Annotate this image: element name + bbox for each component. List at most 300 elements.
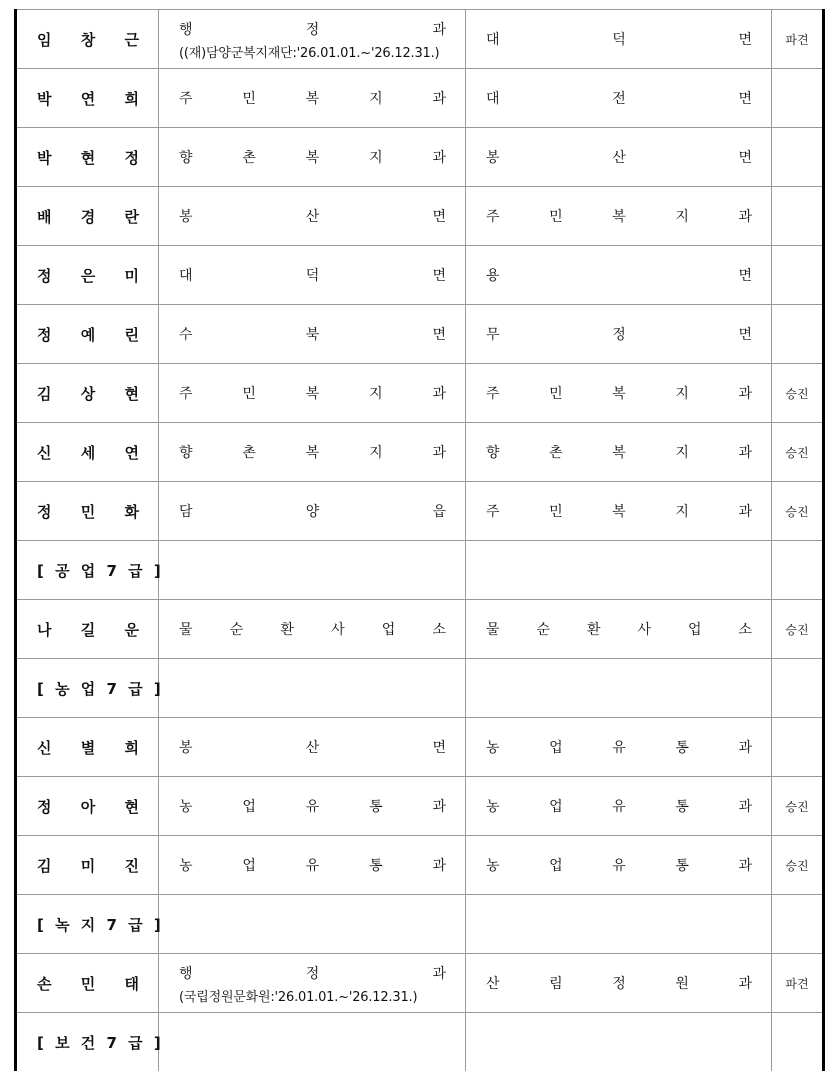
- new-dept-cell: [466, 69, 772, 128]
- char: 과: [432, 386, 446, 402]
- spread-text: [17, 501, 158, 522]
- char: 정: [124, 148, 139, 167]
- section-title-cell: [16, 895, 164, 954]
- current-dept-cell: [159, 659, 466, 718]
- char: 정: [305, 21, 320, 38]
- char: 복: [612, 209, 626, 225]
- char: 지: [675, 504, 689, 520]
- char: 주: [486, 504, 500, 520]
- char: 소: [738, 622, 752, 638]
- char: 정: [37, 266, 52, 285]
- char: 지: [369, 445, 383, 461]
- section-header-row: [16, 541, 824, 600]
- dispatch-note: (국립정원문화원:'26.01.01.~'26.12.31.): [179, 989, 418, 1005]
- remark-cell: [772, 954, 824, 1013]
- char: 과: [432, 858, 446, 874]
- spread-text: [159, 324, 465, 344]
- spread-text: [466, 29, 771, 49]
- spread-text: [17, 796, 158, 817]
- name-cell: [16, 482, 159, 541]
- char: 지: [675, 209, 689, 225]
- char: 과: [738, 504, 752, 520]
- new-dept-cell: [466, 364, 772, 423]
- char: 행: [179, 965, 193, 982]
- new-dept-cell: [466, 836, 772, 895]
- new-dept-cell: [466, 541, 772, 600]
- name-cell: [16, 718, 159, 777]
- current-dept-cell: [159, 1013, 466, 1072]
- name-cell: [16, 836, 159, 895]
- char: 근: [124, 30, 139, 49]
- char: 지: [675, 445, 689, 461]
- new-dept-cell: [466, 423, 772, 482]
- spread-text: [17, 265, 158, 286]
- spread-text: [466, 324, 771, 344]
- char: 림: [549, 976, 563, 992]
- char: 업: [242, 858, 256, 874]
- char: 별: [80, 738, 96, 757]
- char: 농: [486, 858, 500, 874]
- char: 환: [280, 622, 294, 638]
- section-title-cell: [16, 1013, 164, 1072]
- char: 봉: [179, 209, 193, 225]
- char: 나: [37, 620, 52, 639]
- remark-cell: [772, 1013, 824, 1072]
- char: 통: [369, 858, 383, 874]
- spread-text: [466, 383, 771, 403]
- char: 운: [124, 620, 139, 639]
- char: 업: [381, 622, 396, 638]
- char: 산: [305, 740, 320, 756]
- current-dept-cell: [159, 187, 466, 246]
- char: 행: [179, 21, 193, 38]
- char: 원: [675, 976, 689, 992]
- spread-text: [17, 29, 158, 50]
- char: 사: [637, 622, 651, 638]
- char: 미: [124, 266, 139, 285]
- table-row: [16, 482, 824, 541]
- spread-text: [17, 206, 158, 227]
- table-row: [16, 600, 824, 659]
- table-row: [16, 836, 824, 895]
- char: 유: [305, 799, 320, 815]
- char: 민: [242, 91, 256, 107]
- char: 주: [486, 386, 500, 402]
- spread-text: [17, 88, 158, 109]
- char: 과: [738, 386, 752, 402]
- char: 유: [612, 740, 626, 756]
- char: 향: [179, 445, 193, 461]
- name-cell: [16, 187, 159, 246]
- name-cell: [16, 10, 159, 69]
- char: 민: [242, 386, 256, 402]
- char: 대: [486, 32, 500, 48]
- spread-text: [17, 619, 158, 640]
- char: 과: [432, 91, 446, 107]
- char: 면: [432, 268, 446, 284]
- remark-cell: [772, 305, 824, 364]
- char: 임: [37, 30, 52, 49]
- char: 정: [37, 797, 52, 816]
- char: 세: [80, 443, 96, 462]
- char: 정: [612, 976, 626, 992]
- char: 전: [612, 91, 626, 107]
- table-row: [16, 246, 824, 305]
- remark-text: 승진: [785, 504, 809, 519]
- remark-cell: [772, 541, 824, 600]
- char: 신: [37, 443, 52, 462]
- spread-text: [466, 442, 771, 462]
- current-dept-cell: [159, 305, 466, 364]
- spread-text: [159, 501, 465, 521]
- char: 복: [612, 386, 626, 402]
- char: 주: [486, 209, 500, 225]
- char: 창: [80, 30, 96, 49]
- char: 복: [305, 91, 320, 107]
- spread-text: [159, 265, 465, 285]
- current-dept-cell: [159, 69, 466, 128]
- current-dept-cell: [159, 423, 466, 482]
- char: 김: [37, 384, 52, 403]
- char: 양: [305, 504, 320, 520]
- char: 담: [179, 504, 193, 520]
- char: 봉: [179, 740, 193, 756]
- table-row: [16, 128, 824, 187]
- char: 면: [738, 32, 752, 48]
- table-row: [16, 10, 824, 69]
- spread-text: [17, 147, 158, 168]
- new-dept-cell: [466, 305, 772, 364]
- char: 지: [369, 91, 383, 107]
- char: 민: [80, 974, 96, 993]
- char: 복: [305, 386, 320, 402]
- char: 용: [486, 268, 500, 284]
- table-row: [16, 364, 824, 423]
- char: 대: [179, 268, 193, 284]
- char: 태: [124, 974, 139, 993]
- remark-cell: [772, 600, 824, 659]
- section-header-row: [16, 1013, 824, 1072]
- char: 농: [486, 799, 500, 815]
- remark-text: 파견: [785, 32, 809, 47]
- char: 농: [179, 799, 193, 815]
- char: 은: [80, 266, 96, 285]
- current-dept-cell: [159, 954, 466, 1013]
- spread-text: [17, 737, 158, 758]
- char: 진: [124, 856, 139, 875]
- char: 유: [305, 858, 320, 874]
- char: 박: [37, 89, 52, 108]
- char: 업: [549, 799, 563, 815]
- char: 산: [486, 976, 500, 992]
- char: 물: [179, 622, 193, 638]
- char: 면: [738, 91, 752, 107]
- char: 과: [432, 150, 446, 166]
- char: 지: [675, 386, 689, 402]
- new-dept-cell: [466, 895, 772, 954]
- char: 김: [37, 856, 52, 875]
- remark-cell: [772, 836, 824, 895]
- section-header-row: [16, 659, 824, 718]
- table-row: [16, 777, 824, 836]
- remark-cell: [772, 777, 824, 836]
- spread-text: [159, 88, 465, 108]
- char: 수: [179, 327, 193, 343]
- spread-text: [159, 442, 465, 462]
- char: 업: [549, 858, 563, 874]
- name-cell: [16, 954, 159, 1013]
- remark-text: 파견: [785, 976, 809, 991]
- char: 향: [486, 445, 500, 461]
- char: 유: [612, 858, 626, 874]
- transfer-table: [14, 9, 825, 1071]
- char: 복: [305, 445, 320, 461]
- char: 과: [738, 740, 752, 756]
- spread-text: [159, 619, 465, 639]
- name-cell: [16, 246, 159, 305]
- spread-text: [17, 855, 158, 876]
- char: 향: [179, 150, 193, 166]
- char: 업: [242, 799, 256, 815]
- char: 과: [738, 976, 752, 992]
- char: 정: [37, 325, 52, 344]
- char: 과: [738, 209, 752, 225]
- char: 과: [432, 965, 446, 982]
- char: 린: [124, 325, 139, 344]
- remark-cell: [772, 895, 824, 954]
- char: 순: [536, 622, 551, 638]
- spread-text: [159, 855, 465, 875]
- section-title-cell: [16, 541, 164, 600]
- char: 산: [305, 209, 320, 225]
- table-row: [16, 954, 824, 1013]
- spread-text: [159, 737, 465, 757]
- char: 대: [486, 91, 500, 107]
- char: 복: [305, 150, 320, 166]
- char: 지: [369, 386, 383, 402]
- char: 통: [675, 799, 689, 815]
- char: 촌: [242, 445, 256, 461]
- section-header-row: [16, 895, 824, 954]
- char: 과: [432, 21, 446, 38]
- char: 미: [80, 856, 96, 875]
- char: 박: [37, 148, 52, 167]
- char: 화: [124, 502, 139, 521]
- char: 손: [37, 974, 52, 993]
- section-title: [ 녹 지 7 급 ]: [37, 915, 164, 934]
- new-dept-cell: [466, 600, 772, 659]
- char: 현: [80, 148, 96, 167]
- char: 덕: [612, 32, 626, 48]
- spread-text: [159, 383, 465, 403]
- char: 경: [80, 207, 96, 226]
- current-dept-cell: [159, 541, 466, 600]
- spread-text: [466, 147, 771, 167]
- remark-cell: [772, 69, 824, 128]
- char: 면: [432, 327, 446, 343]
- spread-text: [159, 963, 465, 983]
- spread-text: [466, 855, 771, 875]
- char: 희: [124, 738, 139, 757]
- char: 면: [738, 150, 752, 166]
- char: 면: [738, 268, 752, 284]
- char: 길: [80, 620, 96, 639]
- spread-text: [466, 265, 771, 285]
- remark-text: 승진: [785, 799, 809, 814]
- char: 지: [369, 150, 383, 166]
- char: 통: [369, 799, 383, 815]
- remark-cell: [772, 128, 824, 187]
- char: 민: [80, 502, 96, 521]
- spread-text: [159, 796, 465, 816]
- section-title: [ 농 업 7 급 ]: [37, 679, 164, 698]
- current-dept-cell: [159, 364, 466, 423]
- char: 민: [549, 209, 563, 225]
- name-cell: [16, 423, 159, 482]
- char: 면: [738, 327, 752, 343]
- spread-text: [17, 973, 158, 994]
- new-dept-cell: [466, 187, 772, 246]
- spread-text: [466, 501, 771, 521]
- personnel-transfer-table: [14, 9, 822, 1071]
- dispatch-note: ((재)담양군복지재단:'26.01.01.~'26.12.31.): [179, 45, 440, 61]
- char: 읍: [432, 504, 446, 520]
- spread-text: [466, 88, 771, 108]
- char: 예: [80, 325, 96, 344]
- new-dept-cell: [466, 10, 772, 69]
- current-dept-cell: [159, 836, 466, 895]
- current-dept-cell: [159, 10, 466, 69]
- char: 복: [612, 504, 626, 520]
- new-dept-cell: [466, 482, 772, 541]
- name-cell: [16, 600, 159, 659]
- char: 면: [432, 740, 446, 756]
- spread-text: [466, 973, 771, 993]
- char: 면: [432, 209, 446, 225]
- section-title: [ 공 업 7 급 ]: [37, 561, 164, 580]
- char: 복: [612, 445, 626, 461]
- remark-cell: [772, 423, 824, 482]
- char: 민: [549, 386, 563, 402]
- table-row: [16, 305, 824, 364]
- new-dept-cell: [466, 246, 772, 305]
- char: 업: [687, 622, 702, 638]
- char: 순: [229, 622, 244, 638]
- new-dept-cell: [466, 128, 772, 187]
- remark-cell: [772, 364, 824, 423]
- spread-text: [17, 383, 158, 404]
- spread-text: [466, 206, 771, 226]
- new-dept-cell: [466, 718, 772, 777]
- char: 통: [675, 858, 689, 874]
- table-row: [16, 718, 824, 777]
- char: 현: [124, 384, 139, 403]
- char: 환: [586, 622, 601, 638]
- char: 상: [80, 384, 96, 403]
- new-dept-cell: [466, 777, 772, 836]
- name-cell: [16, 69, 159, 128]
- char: 배: [37, 207, 52, 226]
- char: 업: [549, 740, 563, 756]
- spread-text: [159, 147, 465, 167]
- current-dept-cell: [159, 718, 466, 777]
- spread-text: [159, 206, 465, 226]
- char: 주: [179, 386, 193, 402]
- current-dept-cell: [159, 895, 466, 954]
- remark-text: 승진: [785, 386, 809, 401]
- name-cell: [16, 364, 159, 423]
- section-title-cell: [16, 659, 164, 718]
- char: 과: [432, 799, 446, 815]
- char: 농: [486, 740, 500, 756]
- remark-cell: [772, 482, 824, 541]
- name-cell: [16, 777, 159, 836]
- char: 무: [486, 327, 500, 343]
- char: 신: [37, 738, 52, 757]
- table-body: [16, 10, 824, 1072]
- spread-text: [159, 19, 465, 39]
- current-dept-cell: [159, 246, 466, 305]
- char: 과: [738, 799, 752, 815]
- char: 산: [612, 150, 626, 166]
- remark-text: 승진: [785, 622, 809, 637]
- char: 현: [124, 797, 139, 816]
- char: 유: [612, 799, 626, 815]
- remark-cell: [772, 246, 824, 305]
- char: 희: [124, 89, 139, 108]
- char: 연: [124, 443, 139, 462]
- name-cell: [16, 305, 159, 364]
- remark-text: 승진: [785, 858, 809, 873]
- section-title: [ 보 건 7 급 ]: [37, 1033, 164, 1052]
- char: 주: [179, 91, 193, 107]
- remark-cell: [772, 718, 824, 777]
- char: 사: [331, 622, 345, 638]
- char: 과: [738, 445, 752, 461]
- spread-text: [17, 442, 158, 463]
- char: 란: [124, 207, 139, 226]
- spread-text: [466, 619, 771, 639]
- char: 통: [675, 740, 689, 756]
- spread-text: [466, 796, 771, 816]
- char: 촌: [549, 445, 563, 461]
- char: 봉: [486, 150, 500, 166]
- char: 연: [80, 89, 96, 108]
- char: 덕: [305, 268, 320, 284]
- char: 북: [305, 327, 320, 343]
- current-dept-cell: [159, 777, 466, 836]
- char: 과: [738, 858, 752, 874]
- char: 민: [549, 504, 563, 520]
- new-dept-cell: [466, 954, 772, 1013]
- char: 정: [37, 502, 52, 521]
- char: 촌: [242, 150, 256, 166]
- spread-text: [17, 324, 158, 345]
- current-dept-cell: [159, 482, 466, 541]
- name-cell: [16, 128, 159, 187]
- current-dept-cell: [159, 128, 466, 187]
- char: 소: [432, 622, 446, 638]
- table-row: [16, 187, 824, 246]
- table-row: [16, 69, 824, 128]
- char: 정: [612, 327, 626, 343]
- char: 물: [486, 622, 500, 638]
- new-dept-cell: [466, 659, 772, 718]
- remark-text: 승진: [785, 445, 809, 460]
- remark-cell: [772, 10, 824, 69]
- spread-text: [466, 737, 771, 757]
- current-dept-cell: [159, 600, 466, 659]
